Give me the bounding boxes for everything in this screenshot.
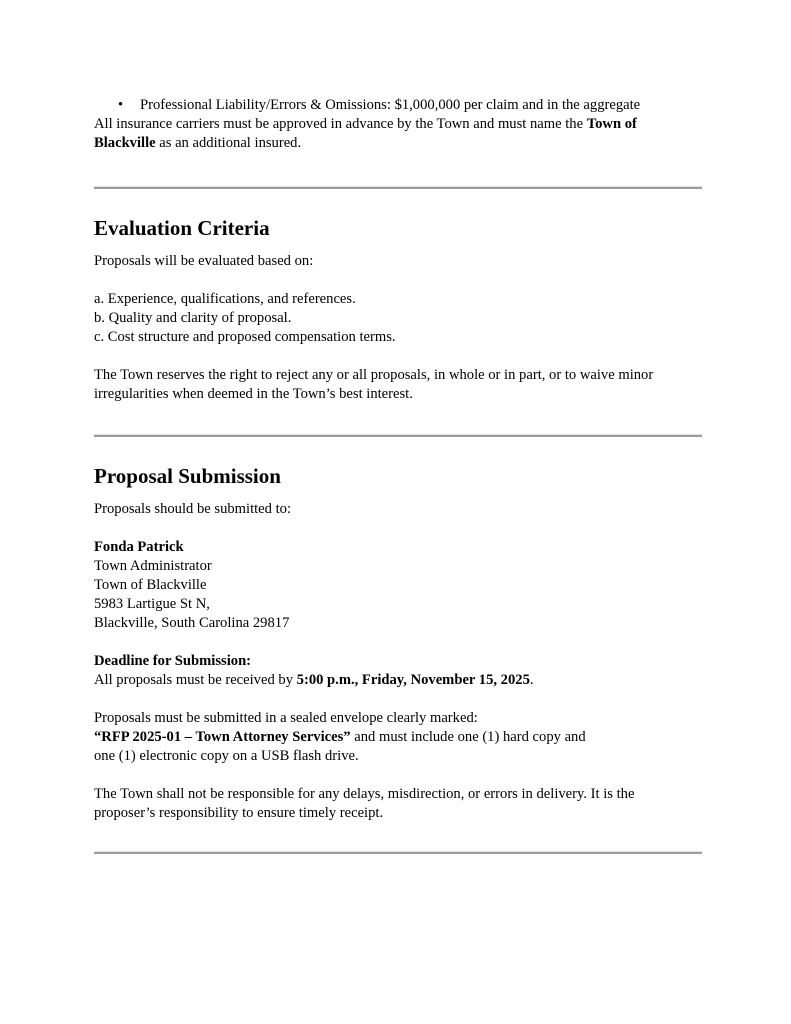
deadline-line xyxy=(94,671,702,690)
criteria-item-c: c. Cost structure and proposed compensation terms. xyxy=(94,329,396,345)
deadline-label: Deadline for Submission: xyxy=(94,653,252,669)
contact-address-street: 5983 Lartigue St N, xyxy=(94,596,210,612)
insurance-bullet-text: Professional Liability/Errors & Omissions: $1,000,000 per claim and in the aggregate xyxy=(140,97,641,113)
submission-intro: Proposals should be submitted to: xyxy=(94,501,292,517)
bullet-glyph: • xyxy=(118,97,124,113)
contact-name: Fonda Patrick xyxy=(94,539,184,555)
section-divider-2 xyxy=(94,434,702,437)
deadline-datetime: 5:00 p.m., Friday, November 15, 2025 xyxy=(296,672,530,688)
deadline-paragraph xyxy=(94,652,702,690)
deadline-pre: All proposals must be received by xyxy=(94,672,297,688)
insurance-carriers-line-2 xyxy=(94,134,702,153)
evaluation-criteria-heading: Evaluation Criteria xyxy=(94,216,270,240)
section-divider-3 xyxy=(94,851,702,854)
insurance-carriers-post: as an additional insured. xyxy=(155,135,302,151)
rfp-title: “RFP 2025-01 – Town Attorney Services” xyxy=(94,729,351,745)
criteria-item-a: a. Experience, qualifications, and references. xyxy=(94,291,356,307)
delivery-paragraph xyxy=(94,785,702,823)
evaluation-criteria-list xyxy=(94,290,702,347)
contact-title: Town Administrator xyxy=(94,558,212,574)
reservation-line-1: The Town reserves the right to reject any or all proposals, in whole or in part, or to waive minor xyxy=(94,367,654,383)
contact-address-city: Blackville, South Carolina 29817 xyxy=(94,615,290,631)
insurance-carriers-line-1 xyxy=(94,115,702,134)
deadline-post: . xyxy=(529,672,534,688)
envelope-paragraph xyxy=(94,709,702,766)
envelope-line-3: one (1) electronic copy on a USB flash drive. xyxy=(94,748,359,764)
delivery-line-2: proposer’s responsibility to ensure timely receipt. xyxy=(94,805,384,821)
insurance-carriers-pre: All insurance carriers must be approved in advance by the Town and must name the xyxy=(94,116,587,132)
contact-block xyxy=(94,538,702,633)
insurance-carriers-bold-town-of: Town of xyxy=(586,116,637,132)
insurance-carriers-bold-blackville: Blackville xyxy=(94,135,156,151)
insurance-paragraph xyxy=(94,96,702,153)
contact-org: Town of Blackville xyxy=(94,577,207,593)
delivery-line-1: The Town shall not be responsible for any delays, misdirection, or errors in delivery. It is the xyxy=(94,786,635,802)
insurance-bullet-item xyxy=(94,96,702,115)
criteria-item-b: b. Quality and clarity of proposal. xyxy=(94,310,292,326)
proposal-submission-heading: Proposal Submission xyxy=(94,464,281,488)
envelope-line-2-post: and must include one (1) hard copy and xyxy=(350,729,586,745)
envelope-line-1: Proposals must be submitted in a sealed envelope clearly marked: xyxy=(94,710,478,726)
section-divider-1 xyxy=(94,186,702,189)
reservation-paragraph xyxy=(94,366,702,404)
document-content xyxy=(94,0,702,854)
envelope-line-2 xyxy=(94,728,702,747)
reservation-line-2: irregularities when deemed in the Town’s best interest. xyxy=(94,386,413,402)
evaluation-intro: Proposals will be evaluated based on: xyxy=(94,253,314,269)
